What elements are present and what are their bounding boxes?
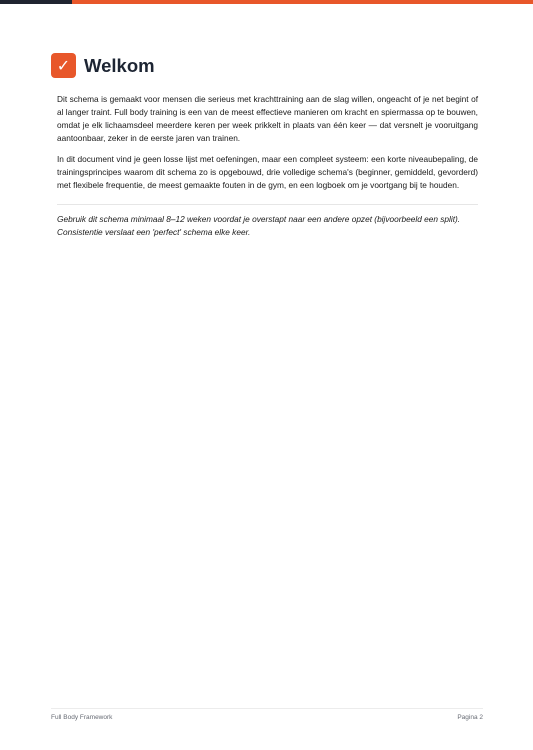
top-bar-dark-segment: [0, 0, 72, 4]
page-title: Welkom: [84, 54, 155, 76]
section-heading: [51, 53, 155, 78]
footer-divider: [51, 708, 483, 709]
top-accent-bar: [0, 0, 533, 4]
body-content: [57, 93, 478, 239]
intro-paragraph-1: Dit schema is gemaakt voor mensen die serieus met krachttraining aan de slag willen, ongeacht of je net begint of al langer traint. Full body training is een van de meest effectieve manieren om kracht en spiermassa op te bouwen, omdat je elk lichaamsdeel meerdere keren per week prikkelt in plaats van één keer — dat versnelt je vooruitgang aantoonbaar, zeker in de eerste jaren van trainen.: [57, 94, 478, 143]
intro-paragraph-2: In dit document vind je geen losse lijst met oefeningen, maar een compleet systeem: een korte niveaubepaling, de trainingsprincipes waarom dit schema zo is opgebouwd, drie volledige schema's (beginner, gemiddeld, gevorderd) met flexibele frequentie, de meest gemaakte fouten in de gym, en een logboek om je voortgang bij te houden.: [57, 154, 478, 190]
top-bar-accent-segment: [72, 0, 533, 4]
divider: [57, 204, 478, 205]
checkmark-icon: ✓: [51, 53, 76, 78]
tip-note: Gebruik dit schema minimaal 8–12 weken voordat je overstapt naar een andere opzet (bijvoorbeeld een split). Consistentie verslaat een 'perfect' schema elke keer.: [57, 214, 461, 237]
footer-document-title: Full Body Framework: [51, 714, 113, 721]
footer-page-number: Pagina 2: [457, 714, 483, 721]
